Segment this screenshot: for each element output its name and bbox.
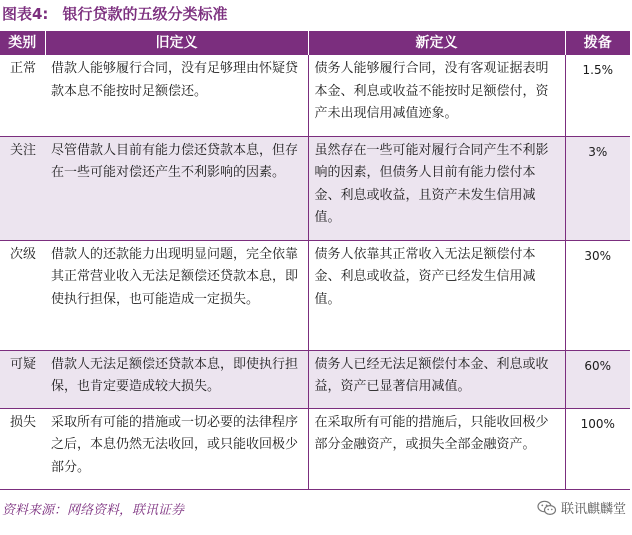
provision-cell: 60% bbox=[565, 350, 630, 408]
figure-title bbox=[2, 3, 227, 25]
provision-cell: 100% bbox=[565, 408, 630, 489]
watermark-text: 联讯麒麟堂 bbox=[560, 502, 626, 517]
category-cell: 损失 bbox=[0, 408, 45, 489]
classification-table bbox=[0, 31, 630, 490]
table-header-row bbox=[0, 31, 630, 55]
new-definition-cell: 债务人能够履行合同，没有客观证据表明本金、利息或收益不能按时足额偿付，资产未出现信用减值迹象。 bbox=[308, 55, 565, 136]
old-definition-cell: 借款人能够履行合同，没有足够理由怀疑贷款本息不能按时足额偿还。 bbox=[45, 55, 308, 136]
figure-caption: 银行贷款的五级分类标准 bbox=[62, 5, 228, 23]
provision-cell: 1.5% bbox=[565, 55, 630, 136]
table-row bbox=[0, 240, 630, 350]
header-new-definition: 新定义 bbox=[308, 31, 565, 55]
header-category: 类别 bbox=[0, 31, 45, 55]
provision-cell: 3% bbox=[565, 136, 630, 240]
table-row bbox=[0, 408, 630, 489]
old-definition-cell: 尽管借款人目前有能力偿还贷款本息，但存在一些可能对偿还产生不利影响的因素。 bbox=[45, 136, 308, 240]
old-definition-cell: 借款人无法足额偿还贷款本息，即使执行担保，也肯定要造成较大损失。 bbox=[45, 350, 308, 408]
old-definition-cell: 借款人的还款能力出现明显问题，完全依靠其正常营业收入无法足额偿还贷款本息，即使执行担保，也可能造成一定损失。 bbox=[45, 240, 308, 350]
category-cell: 正常 bbox=[0, 55, 45, 136]
table-row bbox=[0, 55, 630, 136]
new-definition-cell: 债务人已经无法足额偿付本金、利息或收益，资产已显著信用减值。 bbox=[308, 350, 565, 408]
new-definition-cell: 债务人依靠其正常收入无法足额偿付本金、利息或收益，资产已经发生信用减值。 bbox=[308, 240, 565, 350]
figure-number: 图表4: bbox=[2, 5, 49, 23]
wechat-icon bbox=[537, 500, 557, 516]
old-definition-cell: 采取所有可能的措施或一切必要的法律程序之后，本息仍然无法收回，或只能收回极少部分。 bbox=[45, 408, 308, 489]
source-note: 资料来源：网络资料，联讯证券 bbox=[2, 503, 185, 518]
watermark bbox=[537, 498, 626, 517]
header-provision: 拨备 bbox=[565, 31, 630, 55]
new-definition-cell: 虽然存在一些可能对履行合同产生不利影响的因素，但债务人目前有能力偿付本金、利息或收益，且资产未发生信用减值。 bbox=[308, 136, 565, 240]
category-cell: 可疑 bbox=[0, 350, 45, 408]
header-old-definition: 旧定义 bbox=[45, 31, 308, 55]
category-cell: 次级 bbox=[0, 240, 45, 350]
provision-cell: 30% bbox=[565, 240, 630, 350]
category-cell: 关注 bbox=[0, 136, 45, 240]
new-definition-cell: 在采取所有可能的措施后，只能收回极少部分金融资产，或损失全部金融资产。 bbox=[308, 408, 565, 489]
table-row bbox=[0, 136, 630, 240]
table-row bbox=[0, 350, 630, 408]
